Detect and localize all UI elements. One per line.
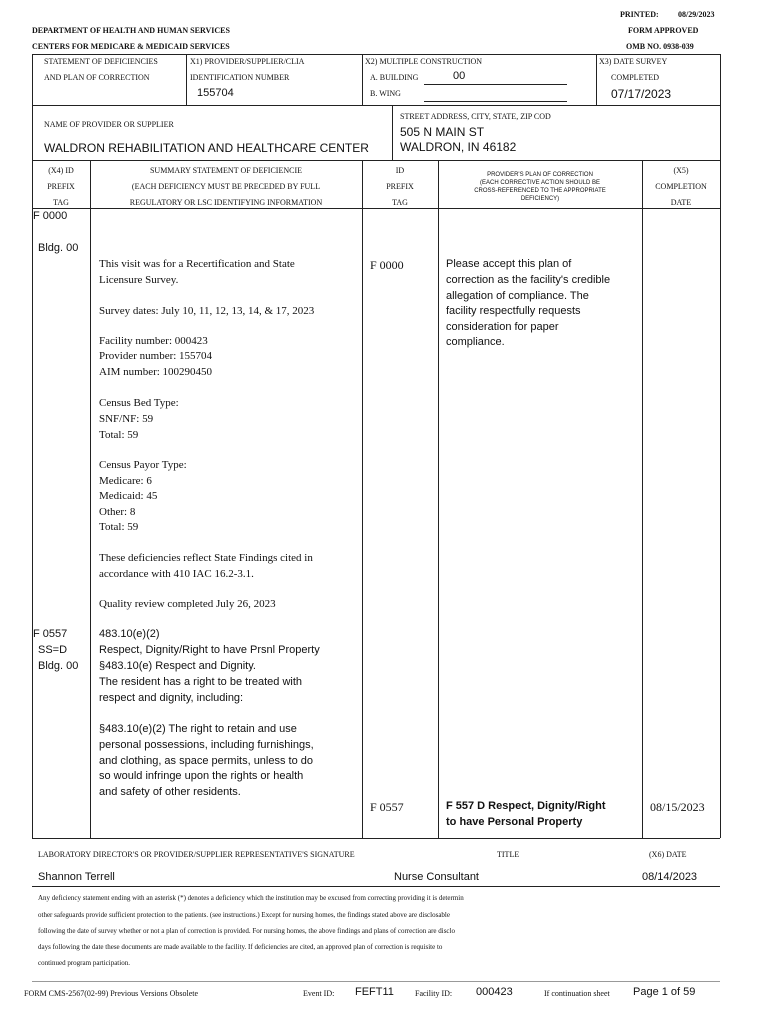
id-label-2: PREFIX xyxy=(386,182,414,191)
plan-label-1: PROVIDER'S PLAN OF CORRECTION xyxy=(487,172,593,178)
right-tag-f0557: F 0557 xyxy=(370,800,404,814)
statement-label-2: AND PLAN OF CORRECTION xyxy=(44,73,150,82)
plan-label-2: (EACH CORRECTIVE ACTION SHOULD BE xyxy=(479,180,601,186)
payor-total: Total: 59 xyxy=(99,521,139,533)
plan-text-2: correction as the facility's credible xyxy=(446,274,611,286)
disclaimer-line-3: following the date of survey whether or not a plan of correction is provided. For nursing homes, the above findings and plans of correction are disclo xyxy=(38,927,455,935)
disclaimer-line-2: other safeguards provide sufficient protection to the patients. (see instructions.) Except for nursing homes, the findings stated above are disclosable xyxy=(38,911,450,919)
right-tag-f0000: F 0000 xyxy=(370,258,404,272)
provider-id-label-2: IDENTIFICATION NUMBER xyxy=(190,73,290,82)
signature-date: 08/14/2023 xyxy=(642,871,698,883)
event-id-label: Event ID: xyxy=(303,989,335,998)
provider-name-label: NAME OF PROVIDER OR SUPPLIER xyxy=(44,120,174,129)
building-underline xyxy=(424,84,567,85)
survey-dates: Survey dates: July 10, 11, 12, 13, 14, & 17, 2023 xyxy=(99,305,315,317)
facility-number: Facility number: 000423 xyxy=(99,335,208,347)
quality-review: Quality review completed July 26, 2023 xyxy=(99,598,276,610)
date-survey-value: 07/17/2023 xyxy=(611,87,672,101)
plan-label-3: CROSS-REFERENCED TO THE APPROPRIATE xyxy=(474,188,606,194)
regulation2-text-5: and safety of other residents. xyxy=(99,786,241,798)
left-bldg-2: Bldg. 00 xyxy=(38,660,79,672)
signature-rule xyxy=(32,886,720,887)
payor-medicaid: Medicaid: 45 xyxy=(99,490,158,502)
visit-text-2: Licensure Survey. xyxy=(99,274,179,286)
aim-number: AIM number: 100290450 xyxy=(99,366,213,378)
plan2-title-1: F 557 D Respect, Dignity/Right xyxy=(446,800,606,812)
provider-id-label-1: X1) PROVIDER/SUPPLIER/CLIA xyxy=(190,57,305,66)
plan2-title-2: to have Personal Property xyxy=(446,816,583,828)
regulation-text-1: The resident has a right to be treated with xyxy=(99,676,303,688)
signature-title: Nurse Consultant xyxy=(394,871,479,883)
completion-date: 08/15/2023 xyxy=(650,800,705,814)
footer-rule xyxy=(32,981,720,982)
summary-label-2: (EACH DEFICIENCY MUST BE PRECEDED BY FULL xyxy=(131,182,321,191)
multiple-construction-label: X2) MULTIPLE CONSTRUCTION xyxy=(365,57,483,66)
visit-text-1: This visit was for a Recertification and State xyxy=(99,258,295,270)
summary-label-3: REGULATORY OR LSC IDENTIFYING INFORMATION xyxy=(129,198,323,207)
left-tag-f0000: F 0000 xyxy=(33,210,68,222)
disclaimer-line-1: Any deficiency statement ending with an asterisk (*) denotes a deficiency which the institution may be excused from correcting providing it is determin xyxy=(38,894,464,902)
id-label-1: ID xyxy=(395,166,405,175)
findings-text-2: accordance with 410 IAC 16.2-3.1. xyxy=(99,568,254,580)
census-payor-title: Census Payor Type: xyxy=(99,459,187,471)
page-number: Page 1 of 59 xyxy=(633,986,696,998)
continuation-sheet: If continuation sheet xyxy=(544,989,610,998)
x4-label-2: PREFIX xyxy=(47,182,75,191)
x4-label-1: (X4) ID xyxy=(48,166,74,175)
plan-text-5: consideration for paper xyxy=(446,321,559,333)
form-approved: FORM APPROVED xyxy=(628,26,699,35)
regulation-section: §483.10(e) Respect and Dignity. xyxy=(99,660,256,672)
census-snf: SNF/NF: 59 xyxy=(99,413,154,425)
summary-label-1: SUMMARY STATEMENT OF DEFICIENCIE xyxy=(149,166,303,175)
statement-label-1: STATEMENT OF DEFICIENCIES xyxy=(44,57,158,66)
wing-underline xyxy=(424,101,567,102)
plan-text-6: compliance. xyxy=(446,336,505,348)
provider-number: Provider number: 155704 xyxy=(99,350,213,362)
census-total: Total: 59 xyxy=(99,429,139,441)
left-bldg-1: Bldg. 00 xyxy=(38,242,79,254)
printed-label: PRINTED: xyxy=(620,10,659,19)
event-id-value: FEFT11 xyxy=(355,986,394,998)
left-severity: SS=D xyxy=(38,644,68,656)
x4-label-3: TAG xyxy=(53,198,69,207)
omb-number: OMB NO. 0938-039 xyxy=(626,42,694,51)
address-label: STREET ADDRESS, CITY, STATE, ZIP COD xyxy=(400,112,551,121)
department-title: DEPARTMENT OF HEALTH AND HUMAN SERVICES xyxy=(32,26,230,35)
address-line-1: 505 N MAIN ST xyxy=(400,125,485,139)
title-label: TITLE xyxy=(497,850,520,859)
plan-label-4: DEFICIENCY) xyxy=(520,196,560,202)
regulation-code: 483.10(e)(2) xyxy=(99,628,160,640)
x5-label-1: (X5) xyxy=(673,166,689,175)
address-line-2: WALDRON, IN 46182 xyxy=(400,140,517,154)
regulation2-text-2: personal possessions, including furnishings, xyxy=(99,739,314,751)
findings-text-1: These deficiencies reflect State Findings cited in xyxy=(99,552,313,564)
date-survey-label-2: COMPLETED xyxy=(611,73,659,82)
form-number: FORM CMS-2567(02-99) Previous Versions Obsolete xyxy=(24,989,199,998)
wing-label: B. WING xyxy=(370,89,401,98)
provider-name-value: WALDRON REHABILITATION AND HEALTHCARE CENTER xyxy=(44,141,369,155)
plan-text-1: Please accept this plan of xyxy=(446,258,572,270)
regulation2-text-1: §483.10(e)(2) The right to retain and use xyxy=(99,723,297,735)
regulation-title: Respect, Dignity/Right to have Prsnl Property xyxy=(99,644,320,656)
facility-id-value: 000423 xyxy=(476,986,513,998)
signature-name: Shannon Terrell xyxy=(38,871,115,883)
plan-text-3: allegation of compliance. The xyxy=(446,290,589,302)
facility-id-label: Facility ID: xyxy=(415,989,453,998)
x5-label-3: DATE xyxy=(670,198,692,207)
building-value: 00 xyxy=(453,70,466,82)
provider-id-value: 155704 xyxy=(197,87,234,99)
x5-label-2: COMPLETION xyxy=(655,182,707,191)
regulation2-text-3: and clothing, as space permits, unless to do xyxy=(99,755,314,767)
census-bed-title: Census Bed Type: xyxy=(99,397,179,409)
disclaimer-line-5: continued program participation. xyxy=(38,959,130,967)
date-survey-label-1: X3) DATE SURVEY xyxy=(599,57,668,66)
plan-text-4: facility respectfully requests xyxy=(446,305,581,317)
signature-date-label: (X6) DATE xyxy=(649,850,687,859)
id-label-3: TAG xyxy=(392,198,408,207)
regulation2-text-4: so would infringe upon the rights or health xyxy=(99,770,304,782)
regulation-text-2: respect and dignity, including: xyxy=(99,692,244,704)
left-tag-f0557: F 0557 xyxy=(33,628,68,640)
disclaimer-line-4: days following the date these documents are made available to the facility. If deficiencies are cited, an approved plan of correction is requisite to xyxy=(38,943,443,951)
printed-date: 08/29/2023 xyxy=(678,10,715,19)
payor-other: Other: 8 xyxy=(99,506,136,518)
building-label: A. BUILDING xyxy=(370,73,419,82)
signature-label: LABORATORY DIRECTOR'S OR PROVIDER/SUPPLIER REPRESENTATIVE'S SIGNATURE xyxy=(38,850,355,859)
payor-medicare: Medicare: 6 xyxy=(99,475,152,487)
centers-title: CENTERS FOR MEDICARE & MEDICAID SERVICES xyxy=(32,42,230,51)
